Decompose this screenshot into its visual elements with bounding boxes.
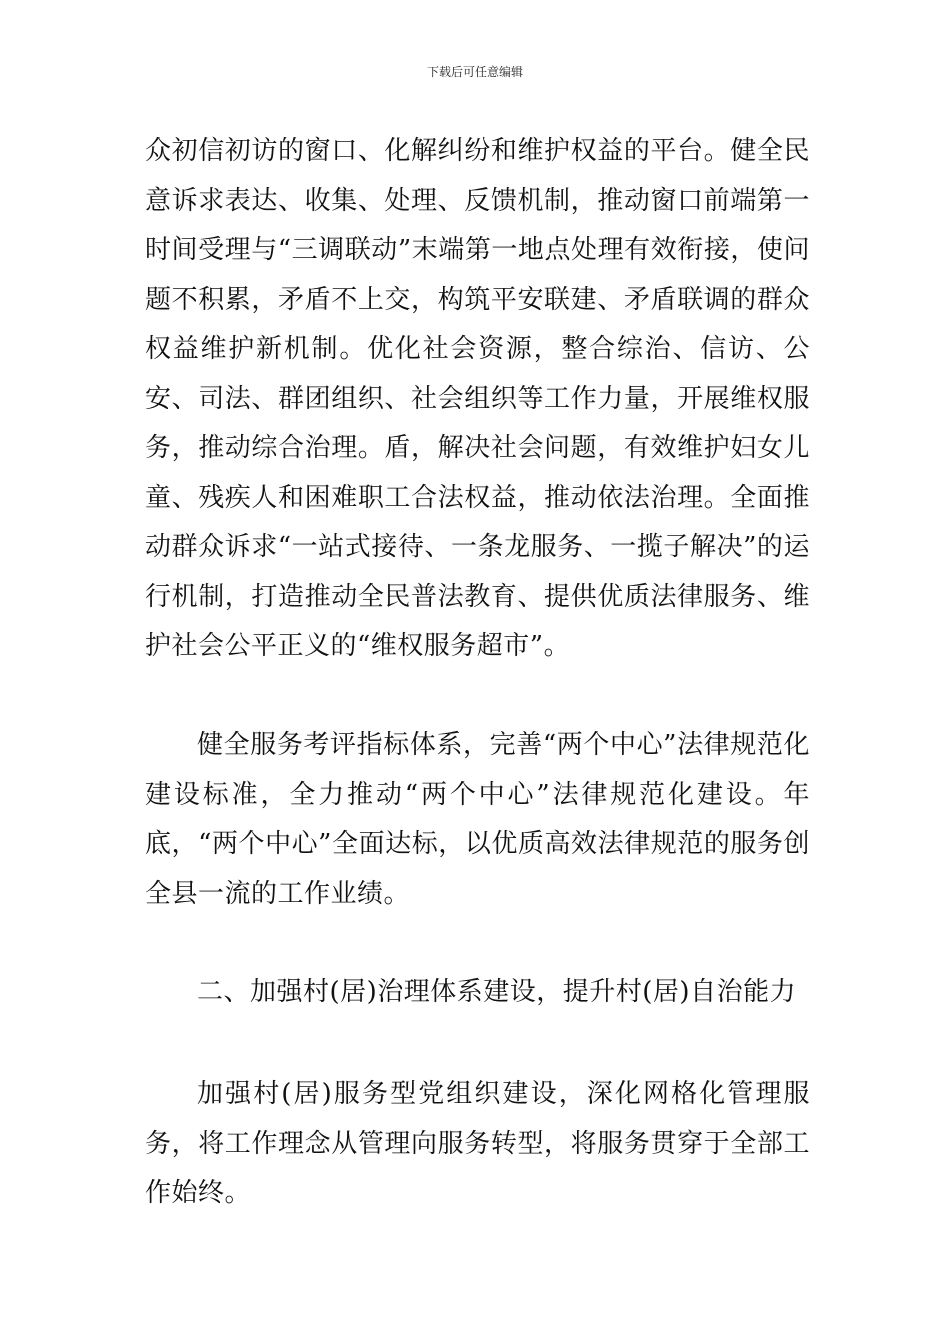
paragraph-continuation — [145, 127, 810, 672]
paragraph-party-organization — [145, 1070, 810, 1219]
heading-text: 二、加强村(居)治理体系建设，提升村(居)自治能力 — [197, 977, 797, 1007]
page-header: 下载后可任意编辑 — [426, 65, 523, 79]
paragraph-service-evaluation — [145, 721, 810, 919]
section-heading — [145, 968, 810, 1018]
paragraph-text: 加强村(居)服务型党组织建设，深化网格化管理服务，将工作理念从管理向服务转型，将服务贯穿于全部工作始终。 — [145, 1079, 810, 1208]
paragraph-text: 健全服务考评指标体系，完善“两个中心”法律规范化建设标准，全力推动“两个中心”法律规范化建设。年底，“两个中心”全面达标，以优质高效法律规范的服务创全县一流的工作业绩。 — [145, 730, 810, 909]
paragraph-text: 众初信初访的窗口、化解纠纷和维护权益的平台。健全民意诉求表达、收集、处理、反馈机制，推动窗口前端第一时间受理与“三调联动”末端第一地点处理有效衔接，使问题不积累，矛盾不上交，构筑平安联建、矛盾联调的群众权益维护新机制。优化社会资源，整合综治、信访、公安、司法、群团组织、社会组织等工作力量，开展维权服务，推动综合治理。盾，解决社会问题，有效维护妇女儿童、残疾人和困难职工合法权益，推动依法治理。全面推动群众诉求“一站式接待、一条龙服务、一揽子解决”的运行机制，打造推动全民普法教育、提供优质法律服务、维护社会公平正义的“维权服务超市”。 — [145, 136, 810, 661]
